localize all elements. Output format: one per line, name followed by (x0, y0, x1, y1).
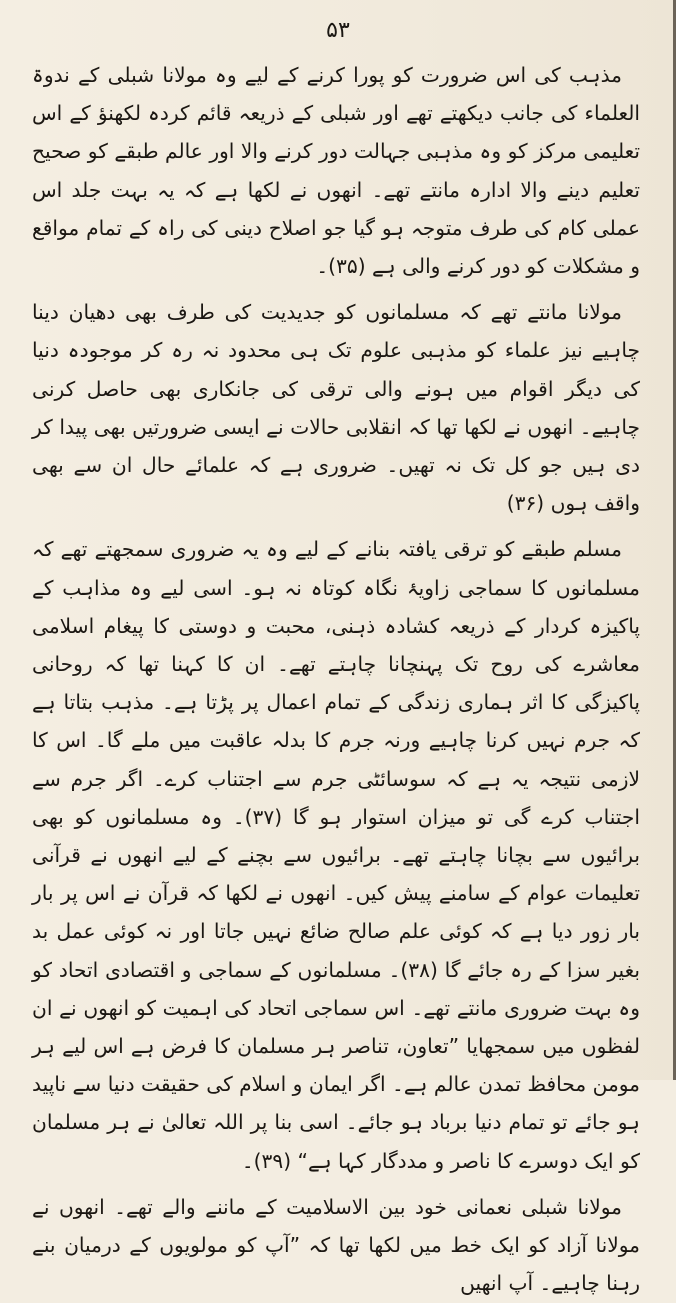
paragraph-2: مولانا مانتے تھے کہ مسلمانوں کو جدیدیت کی طرف بھی دھیان دینا چاہیے نیز علماء کو مذہبی علوم تک ہی محدود نہ رہ کر موجودہ دنیا کی دیگر اقوام میں ہونے والی ترقی کی جانکاری بھی حاصل کرنی چاہیے۔ انھوں نے لکھا تھا کہ انقلابی حالات نے ایسی ضرورتیں بھی پیدا کر دی ہیں جو کل تک نہ تھیں۔ ضروری ہے کہ علمائے حال ان سے بھی واقف ہوں (۳۶) (32, 300, 640, 516)
paragraph-4: مولانا شبلی نعمانی خود بین الاسلامیت کے ماننے والے تھے۔ انھوں نے مولانا آزاد کو ایک خط میں لکھا تھا کہ ”آپ کو مولویوں کے درمیان بنے رہنا چاہیے۔ آپ انھیں (32, 1194, 640, 1296)
page-number: ۵۳ (326, 18, 350, 43)
paragraph-1: مذہب کی اس ضرورت کو پورا کرنے کے لیے وہ مولانا شبلی کے ندوۃ العلماء کی جانب دیکھتے تھے اور شبلی کے ذریعہ قائم کردہ لکھنؤ کے اس تعلیمی مرکز کو وہ مذہبی جہالت دور کرنے والا اور عالم طبقے کو صحیح تعلیم دینے والا ادارہ مانتے تھے۔ انھوں نے لکھا ہے کہ یہ بہت جلد اس عملی کام کی طرف متوجہ ہو گیا جو اصلاح دینی کی راہ کے تمام مواقع و مشکلات کو دور کرنے والی ہے (۳۵)۔ (32, 63, 640, 279)
body-text (32, 56, 640, 1303)
paragraph-3: مسلم طبقے کو ترقی یافتہ بنانے کے لیے وہ یہ ضروری سمجھتے تھے کہ مسلمانوں کا سماجی زاویۂ نگاہ کوتاہ نہ ہو۔ اسی لیے وہ مذاہب کے پاکیزہ کردار کے ذریعہ کشادہ ذہنی، محبت و دوستی کا پیغام اسلامی معاشرے کی روح تک پہنچانا چاہتے تھے۔ ان کا کہنا تھا کہ روحانی پاکیزگی کا اثر ہماری زندگی کے تمام اعمال پر پڑتا ہے۔ مذہب بتاتا ہے کہ جرم نہیں کرنا چاہیے ورنہ جرم کا بدلہ عاقبت میں ملے گا۔ اس کا لازمی نتیجہ یہ ہے کہ سوسائٹی جرم سے اجتناب کرے۔ اگر جرم سے اجتناب کرے گی تو میزان استوار ہو گا (۳۷)۔ وہ مسلمانوں کو بھی برائیوں سے بچانا چاہتے تھے۔ برائیوں سے بچنے کے لیے انھوں نے قرآنی تعلیمات عوام کے سامنے پیش کیں۔ انھوں نے لکھا کہ قرآن نے اس پر بار بار زور دیا ہے کہ کوئی علم صالح ضائع نہیں جاتا اور نہ کوئی عمل بد بغیر سزا کے رہ جائے گا (۳۸)۔ مسلمانوں کے سماجی و اقتصادی اتحاد کو وہ بہت ضروری مانتے تھے۔ اس سماجی اتحاد کی اہمیت کو انھوں نے ان لفظوں میں سمجھایا ”تعاون، تناصر ہر مسلمان کا فرض ہے اس لیے ہر مومن محافظ تمدن عالم ہے۔ اگر ایمان و اسلام کی حقیقت دنیا سے ناپید ہو جائے تو تمام دنیا برباد ہو جائے۔ اسی بنا پر اللہ تعالیٰ نے ہر مسلمان کو ایک دوسرے کا ناصر و مددگار کہا ہے“ (۳۹)۔ (32, 537, 641, 1173)
